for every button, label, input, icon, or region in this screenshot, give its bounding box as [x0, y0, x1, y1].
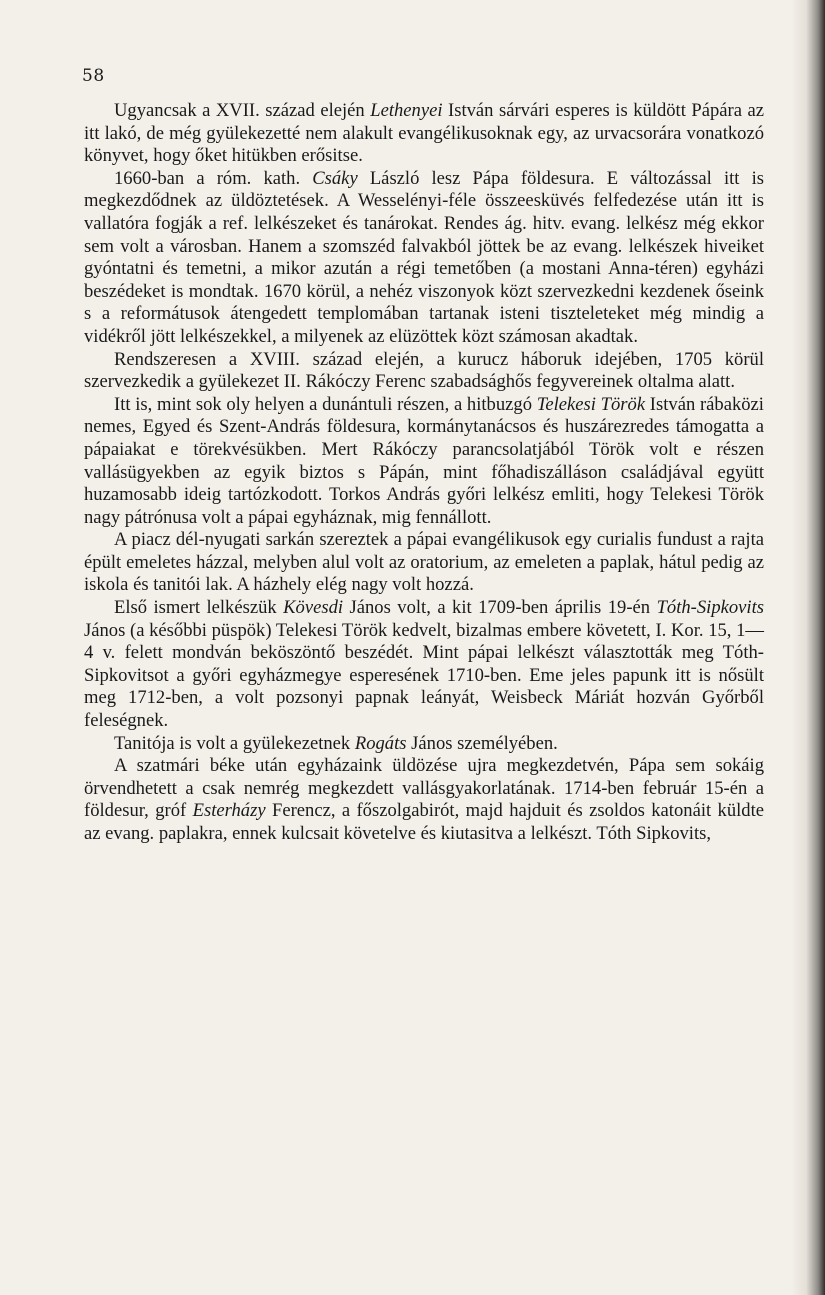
page-number: 58 — [82, 66, 105, 86]
text-run: Tanitója is volt a gyülekezetnek — [114, 732, 355, 754]
text-run: Első ismert lelkészük — [114, 597, 284, 619]
paragraph — [84, 733, 764, 756]
text-run: Ugyancsak a XVII. század elején — [114, 100, 371, 121]
italic-name: Rogáts — [354, 732, 407, 754]
italic-name: Esterházy — [192, 800, 266, 822]
text-run: A piacz dél-nyugati sarkán szereztek a pápai evangélikusok egy curialis fundust a rajta épült emeletes házzal, melyben alul volt az oratorium, az emeleten a paplak, hátul pedig az iskola és tanitói lak. A házhely elég nagy volt hozzá. — [84, 529, 764, 596]
paragraph — [84, 349, 764, 394]
text-run: István rábaközi nemes, Egyed és Szent-András földesura, kormánytanácsos és huszárezredes támogatta a pápaiakat e törekvésükben. Mert Rákóczy parancsolatjából Török volt e részen vallásügyekben az egyik biztos s Pápán, mint főhadiszálláson családjával együtt huzamosabb ideig tartózkodott. Torkos András győri lelkész emliti, hogy Telekesi Török nagy pátrónusa volt a pápai egyháznak, mig fennállott. — [84, 393, 764, 528]
paragraph — [84, 597, 764, 733]
paragraph — [84, 529, 764, 597]
text-run: Ferencz, a főszolgabirót, majd hajduit és zsoldos katonáit küldte az evang. paplakra, ennek kulcsait követelve és kiutasitva a lelkészt. Tóth Sipkovits, — [84, 800, 765, 844]
italic-name: Tóth-Sipkovits — [656, 597, 764, 619]
italic-name: Kövesdi — [283, 597, 344, 619]
italic-name: Lethenyei — [370, 100, 443, 121]
italic-name: Telekesi Török — [536, 393, 646, 415]
text-run: A szatmári béke után egyházaink üldözése ujra megkezdetvén, Pápa sem sokáig örvendhetett a csak nemrég megkezdett vallásgyakorlatának. 1714-ben február 15-én a földesur, gróf — [84, 755, 764, 822]
text-run: János (a későbbi püspök) Telekesi Török kedvelt, bizalmas embere követett, I. Kor. 15, 1—4 v. felett mondván beköszöntő beszédét. Mint pápai lelkészt választották meg Tóth-Sipkovitsot a győri egyházmegye esperesének 1710-ben. Eme jeles papunk itt is nősült meg 1712-ben, a volt pozsonyi papnak leányát, Weisbeck Máriát hozván Győrből feleségnek. — [84, 619, 764, 732]
paragraph — [84, 755, 764, 845]
body-text — [84, 100, 764, 846]
paragraph — [84, 168, 764, 349]
text-run: István sárvári esperes is küldött Pápára az itt lakó, de még gyülekezetté nem alakult evangélikusoknak egy, az urvacsorára vonatkozó könyvet, hogy őket hitükben erősitse. — [84, 100, 764, 167]
paragraph — [84, 394, 764, 530]
italic-name: Csáky — [312, 167, 358, 189]
paragraph — [84, 100, 764, 168]
text-run: Itt is, mint sok oly helyen a dunántuli részen, a hitbuzgó — [114, 393, 537, 415]
text-run: 1660-ban a róm. kath. — [114, 167, 313, 189]
text-run: Rendszeresen a XVIII. század elején, a kurucz háboruk idejében, 1705 körül szervezkedik a gyülekezet II. Rákóczy Ferenc szabadsághős fegyvereinek oltalma alatt. — [84, 348, 764, 393]
text-run: László lesz Pápa földesura. E változással itt is megkezdődnek az üldöztetések. A Wesselényi-féle összeesküvés felfedezése után itt is vallatóra fogják a ref. lelkészeket és tanárokat. Rendes ág. hitv. evang. lelkész még ekkor sem volt a városban. Hanem a szomszéd falvakból jöttek be az evang. lelkészek hiveiket gyóntatni és temetni, a mikor azután a régi temetőben (a mostani Anna-téren) egyházi beszédeket is mondtak. 1670 körül, a nehéz viszonyok közt szervezkedni kezdenek őseink s a reformátusok átengedett templomában tartanak isteni tiszteleteket még mindig a vidékről jött lelkészekkel, a milyenek az elüzöttek közt számosan akadtak. — [84, 167, 764, 347]
text-run: János személyében. — [406, 732, 558, 754]
page-edge-shadow — [791, 0, 825, 1295]
text-run: János volt, a kit 1709-ben április 19-én — [343, 597, 657, 619]
